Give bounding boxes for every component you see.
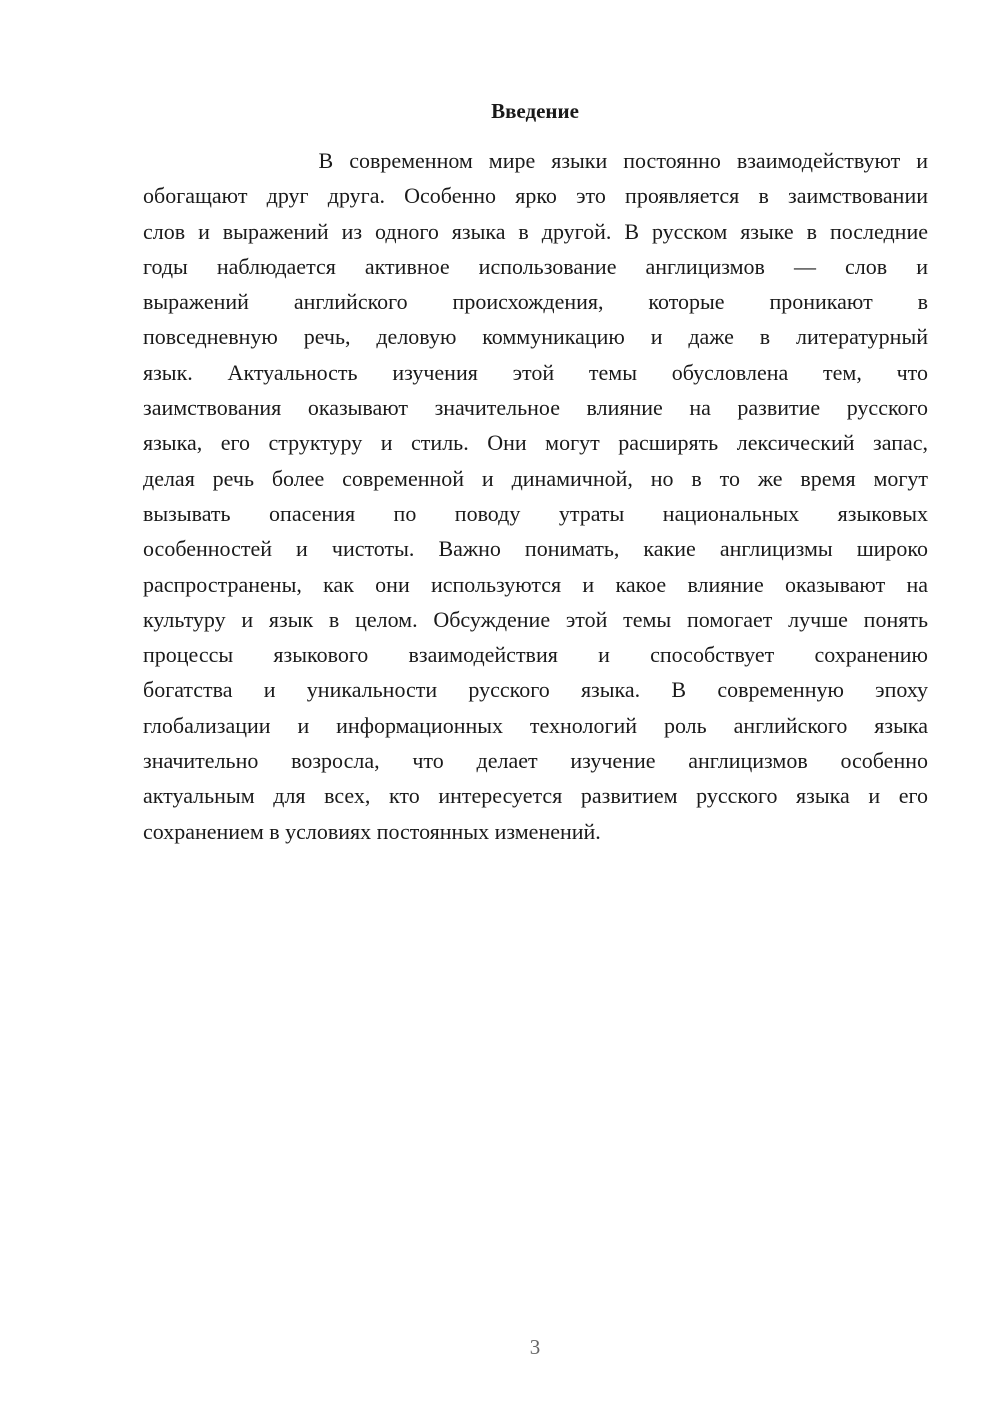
paragraph-line: повседневную речь, деловую коммуникацию и даже в литературный [143,324,928,350]
paragraph-line: актуальным для всех, кто интересуется развитием русского языка и его [143,783,928,809]
paragraph-line: значительно возросла, что делает изучение англицизмов особенно [143,748,928,774]
paragraph-line: вызывать опасения по поводу утраты национальных языковых [143,500,928,526]
paragraph-line: заимствования оказывают значительное влияние на развитие русского [143,395,928,421]
paragraph-line: процессы языкового взаимодействия и способствует сохранению [143,642,928,668]
paragraph-line: глобализации и информационных технологий роль английского языка [143,712,928,738]
paragraph-line: особенностей и чистоты. Важно понимать, какие англицизмы широко [143,536,928,562]
paragraph-line: годы наблюдается активное использование англицизмов — слов и [143,253,928,279]
paragraph-line: сохранением в условиях постоянных изменений. [143,818,601,844]
paragraph-line: культуру и язык в целом. Обсуждение этой темы помогает лучше понять [143,606,928,632]
page-number: 3 [529,1335,541,1359]
paragraph-line: В современном мире языки постоянно взаимодействуют и [143,148,928,173]
paragraph-line: делая речь более современной и динамичной, но в то же время могут [143,465,928,491]
paragraph-line: богатства и уникальности русского языка. В современную эпоху [143,677,928,703]
paragraph-line: обогащают друг друга. Особенно ярко это проявляется в заимствовании [143,183,928,209]
paragraph-line: языка, его структуру и стиль. Они могут расширять лексический запас, [143,430,928,456]
section-title: Введение [491,99,579,123]
paragraph-line: слов и выражений из одного языка в другой. В русском языке в последние [143,218,928,244]
paragraph-line: выражений английского происхождения, которые проникают в [143,289,928,315]
paragraph-line: распространены, как они используются и какое влияние оказывают на [143,571,928,597]
paragraph-line: язык. Актуальность изучения этой темы обусловлена тем, что [143,359,928,385]
introduction-paragraph [143,143,928,849]
